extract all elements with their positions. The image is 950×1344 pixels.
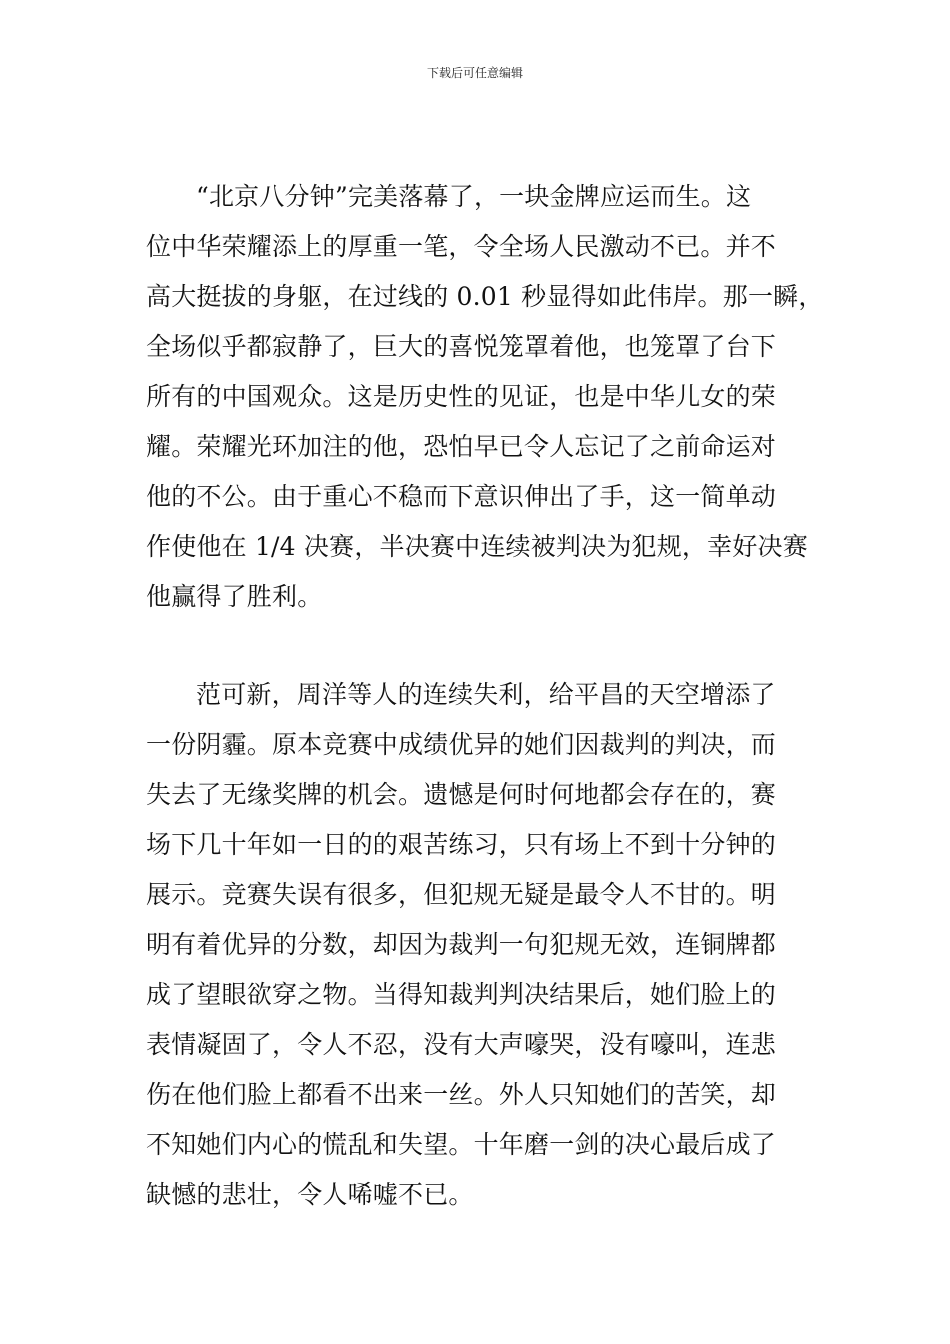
text-line: 他的不公。由于重心不稳而下意识伸出了手，这一简单动 — [146, 482, 777, 511]
text-line: 场下几十年如一日的的艰苦练习，只有场上不到十分钟的 — [146, 830, 777, 859]
text-line: 位中华荣耀添上的厚重一笔，令全场人民激动不已。并不 — [146, 232, 777, 261]
text-line: 耀。荣耀光环加注的他，恐怕早已令人忘记了之前命运对 — [146, 432, 777, 461]
text-line: 成了望眼欲穿之物。当得知裁判判决结果后，她们脸上的 — [146, 980, 777, 1009]
text-line: 展示。竞赛失误有很多，但犯规无疑是最令人不甘的。明 — [146, 880, 777, 909]
text-line: 作使他在 1/4 决赛，半决赛中连续被判决为犯规，幸好决赛 — [146, 532, 808, 561]
text-line: 范可新，周洋等人的连续失利，给平昌的天空增添了 — [196, 680, 776, 709]
text-line: 失去了无缘奖牌的机会。遗憾是何时何地都会存在的，赛 — [146, 780, 777, 809]
text-line: 他赢得了胜利。 — [146, 582, 323, 611]
page-header: 下载后可任意编辑 — [426, 66, 523, 80]
text-line: 缺憾的悲壮，令人唏嘘不已。 — [146, 1180, 474, 1209]
text-line: 伤在他们脸上都看不出来一丝。外人只知她们的苦笑，却 — [146, 1080, 777, 1109]
paragraph-1 — [146, 172, 826, 622]
paragraph-2 — [146, 670, 826, 1220]
text-line: 高大挺拔的身躯，在过线的 0.01 秒显得如此伟岸。那一瞬， — [146, 282, 824, 311]
text-line: “北京八分钟”完美落幕了，一块金牌应运而生。这 — [196, 182, 752, 211]
text-line: 一份阴霾。原本竞赛中成绩优异的她们因裁判的判决，而 — [146, 730, 777, 759]
text-line: 全场似乎都寂静了，巨大的喜悦笼罩着他，也笼罩了台下 — [146, 332, 777, 361]
text-line: 表情凝固了，令人不忍，没有大声嚎哭，没有嚎叫，连悲 — [146, 1030, 777, 1059]
text-line: 不知她们内心的慌乱和失望。十年磨一剑的决心最后成了 — [146, 1130, 777, 1159]
text-line: 所有的中国观众。这是历史性的见证，也是中华儿女的荣 — [146, 382, 777, 411]
text-line: 明有着优异的分数，却因为裁判一句犯规无效，连铜牌都 — [146, 930, 777, 959]
